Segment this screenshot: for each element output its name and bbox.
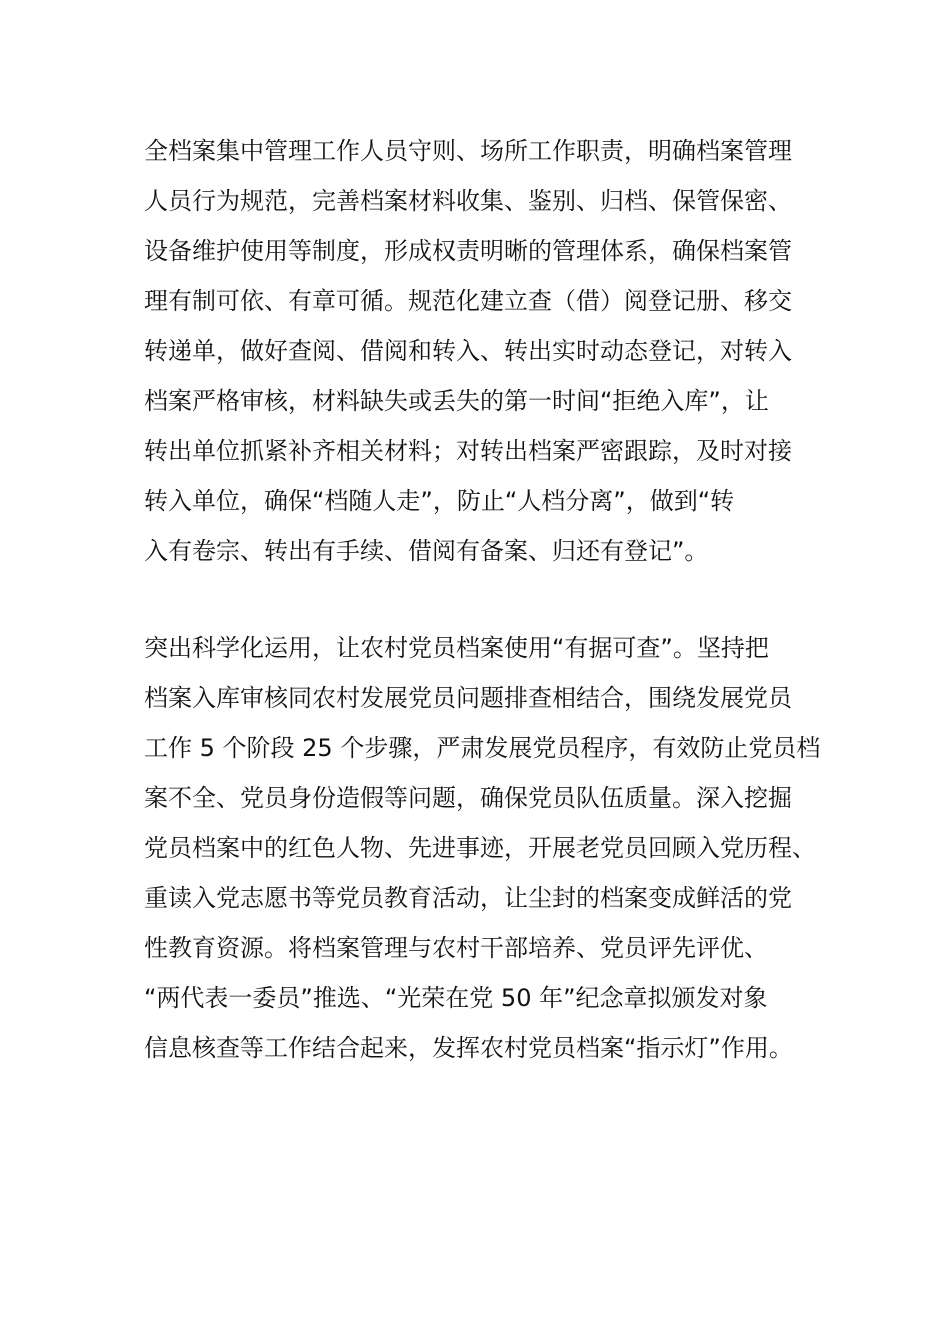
text-line: 转入单位，确保“档随人走”，防止“人档分离”，做到“转 [144,487,735,515]
text-line: 突出科学化运用，让农村党员档案使用“有据可查”。坚持把 [144,634,769,662]
text-line: 理有制可依、有章可循。规范化建立查（借）阅登记册、移交 [144,287,792,315]
text-line: 转递单，做好查阅、借阅和转入、转出实时动态登记，对转入 [144,337,792,365]
text-line: 转出单位抓紧补齐相关材料；对转出档案严密跟踪，及时对接 [144,437,792,465]
text-line: 档案严格审核，材料缺失或丢失的第一时间“拒绝入库”，让 [144,387,769,415]
text-line: 重读入党志愿书等党员教育活动，让尘封的档案变成鲜活的党 [144,884,792,912]
text-line: 信息核查等工作结合起来，发挥农村党员档案“指示灯”作用。 [144,1034,793,1062]
text-line: 工作 5 个阶段 25 个步骤，严肃发展党员程序，有效防止党员档 [144,734,821,762]
text-line: 人员行为规范，完善档案材料收集、鉴别、归档、保管保密、 [144,187,792,215]
text-line: 党员档案中的红色人物、先进事迹，开展老党员回顾入党历程、 [144,834,816,862]
text-line: 性教育资源。将档案管理与农村干部培养、党员评先评优、 [144,934,768,962]
text-line: “两代表一委员”推选、“光荣在党 50 年”纪念章拟颁发对象 [144,984,768,1012]
text-line: 全档案集中管理工作人员守则、场所工作职责，明确档案管理 [144,137,792,165]
text-line: 入有卷宗、转出有手续、借阅有备案、归还有登记”。 [144,537,709,565]
text-line: 档案入库审核同农村发展党员问题排查相结合，围绕发展党员 [144,684,792,712]
text-line: 案不全、党员身份造假等问题，确保党员队伍质量。深入挖掘 [144,784,792,812]
text-line: 设备维护使用等制度，形成权责明晰的管理体系，确保档案管 [144,237,792,265]
